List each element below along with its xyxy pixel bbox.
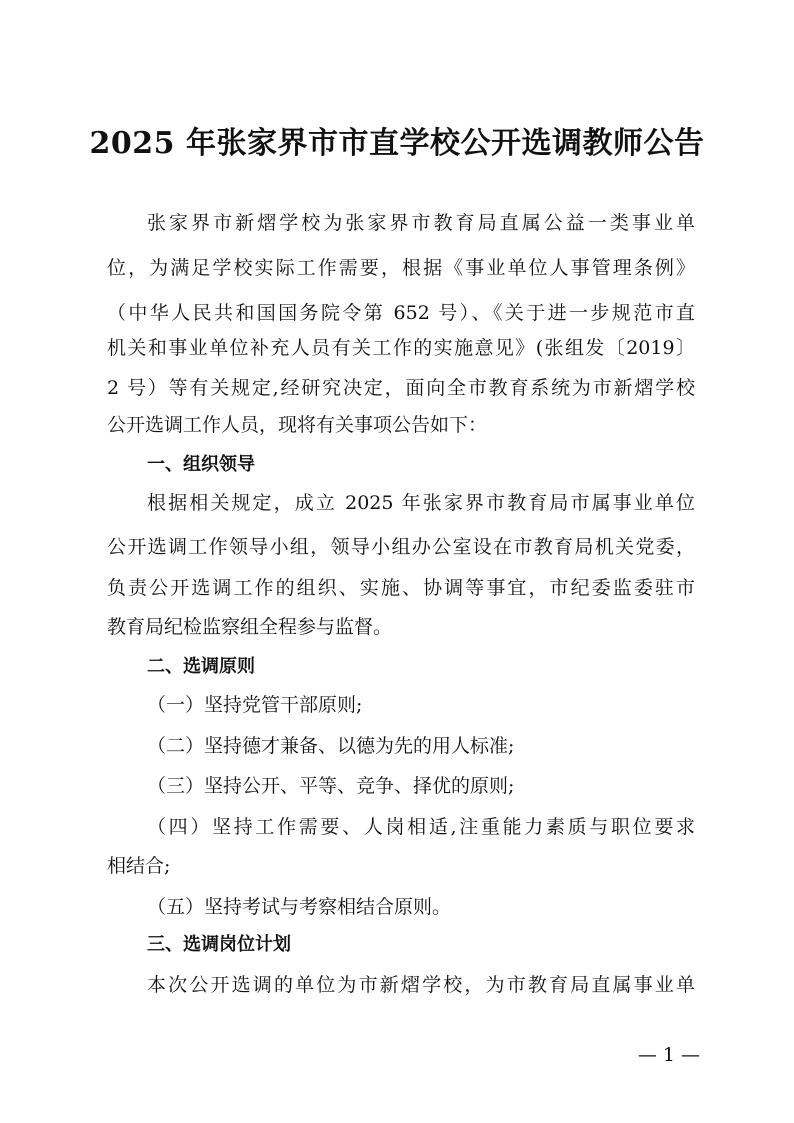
principle-item: 相结合; <box>107 855 171 877</box>
paragraph-line: 教育局纪检监察组全程参与监督。 <box>107 616 393 638</box>
paragraph-line: 负责公开选调工作的组织、实施、协调等事宜，市纪委监委驻市 <box>107 577 695 599</box>
principle-item: （一）坚持党管干部原则; <box>147 694 363 716</box>
section-heading: 二、选调原则 <box>147 656 255 677</box>
paragraph-line: 机关和事业单位补充人员有关工作的实施意见》(张组发〔2019〕 <box>107 337 695 359</box>
principle-item: （二）坚持德才兼备、以德为先的用人标准; <box>147 735 515 757</box>
principle-item: （三）坚持公开、平等、竞争、择优的原则; <box>147 775 515 797</box>
section-heading: 三、选调岗位计划 <box>147 934 291 955</box>
principle-item: （五）坚持考试与考察相结合原则。 <box>147 896 452 918</box>
document-title: 2025 年张家界市市直学校公开选调教师公告 <box>89 126 705 161</box>
paragraph-line: 根据相关规定，成立 2025 年张家界市教育局市属事业单位 <box>147 492 695 514</box>
paragraph-line: 公开选调工作领导小组，领导小组办公室设在市教育局机关党委， <box>107 536 695 558</box>
principle-item: （四）坚持工作需要、人岗相适,注重能力素质与职位要求 <box>147 816 695 838</box>
paragraph-line: （中华人民共和国国务院令第 652 号）、《关于进一步规范市直 <box>107 302 695 324</box>
paragraph-line: 位，为满足学校实际工作需要，根据《事业单位人事管理条例》 <box>107 257 695 279</box>
page-number: — 1 — <box>637 1044 700 1066</box>
paragraph-line: 公开选调工作人员，现将有关事项公告如下： <box>107 414 488 436</box>
paragraph-line: 张家界市新熠学校为张家界市教育局直属公益一类事业单 <box>147 212 695 234</box>
section-heading: 一、组织领导 <box>147 454 255 475</box>
paragraph-line: 本次公开选调的单位为市新熠学校，为市教育局直属事业单 <box>147 974 695 996</box>
paragraph-line: 2 号）等有关规定,经研究决定，面向全市教育系统为市新熠学校 <box>107 377 695 399</box>
